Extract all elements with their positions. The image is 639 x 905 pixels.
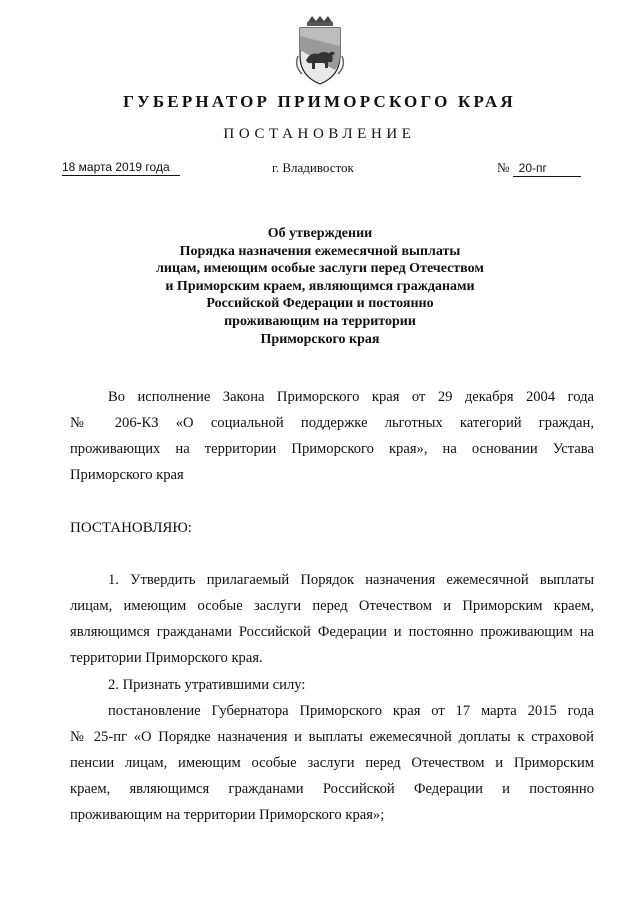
text-line: проживающих на территории Приморского края», на основании Устава: [70, 441, 594, 457]
subject-line: проживающим на территории: [224, 313, 416, 329]
text-line: Во исполнение Закона Приморского края от 29 декабря 2004 года: [108, 389, 594, 405]
subject-line: лицам, имеющим особые заслуги перед Отечеством: [156, 261, 484, 277]
text-line: ПОСТАНОВЛЯЮ:: [70, 520, 192, 536]
document-subject: [120, 225, 520, 348]
subject-line: Приморского края: [260, 331, 380, 347]
document-type: ПОСТАНОВЛЕНИЕ: [223, 126, 416, 142]
text-line: постановление Губернатора Приморского края от 17 марта 2015 года: [108, 703, 594, 719]
authority-title: ГУБЕРНАТОР ПРИМОРСКОГО КРАЯ: [123, 92, 516, 111]
subject-line: Об утверждении: [267, 226, 373, 241]
number-prefix: №: [497, 160, 510, 175]
text-line: лицам, имеющим особые заслуги перед Отечеством и Приморским краем,: [70, 598, 594, 614]
coat-of-arms-icon: [288, 16, 352, 86]
text-line: 2. Признать утратившими силу:: [108, 677, 306, 693]
text-line: пенсии лицам, имеющим особые заслуги перед Отечеством и Приморским: [70, 755, 594, 771]
text-line: Приморского края: [70, 467, 184, 483]
document-city: г. Владивосток: [272, 160, 354, 175]
text-line: № 25-пг «О Порядке назначения и выплаты ежемесячной доплаты к страховой: [70, 729, 594, 745]
subject-line: Порядка назначения ежемесячной выплаты: [179, 243, 461, 259]
decree-word: [70, 515, 594, 541]
item-2-sub-paragraph: [70, 698, 594, 828]
document-date: 18 марта 2019 года: [62, 160, 180, 176]
subject-line: Российской Федерации и постоянно: [206, 296, 434, 312]
subject-line: и Приморским краем, являющимся гражданами: [165, 278, 475, 294]
preamble-paragraph: [70, 384, 594, 488]
number-value: 20-пг: [513, 161, 581, 177]
text-line: являющимся гражданами Российской Федерации и постоянно проживающим на: [70, 624, 594, 640]
text-line: 1. Утвердить прилагаемый Порядок назначения ежемесячной выплаты: [108, 572, 594, 588]
text-line: территории Приморского края.: [70, 650, 263, 666]
document-number: [497, 160, 581, 177]
item-1-paragraph: [70, 567, 594, 671]
text-line: № 206-КЗ «О социальной поддержке льготных категорий граждан,: [70, 415, 594, 431]
item-2-paragraph: [70, 672, 594, 698]
text-line: проживающим на территории Приморского края»;: [70, 807, 385, 823]
text-line: краем, являющимся гражданами Российской Федерации и постоянно: [70, 781, 594, 797]
